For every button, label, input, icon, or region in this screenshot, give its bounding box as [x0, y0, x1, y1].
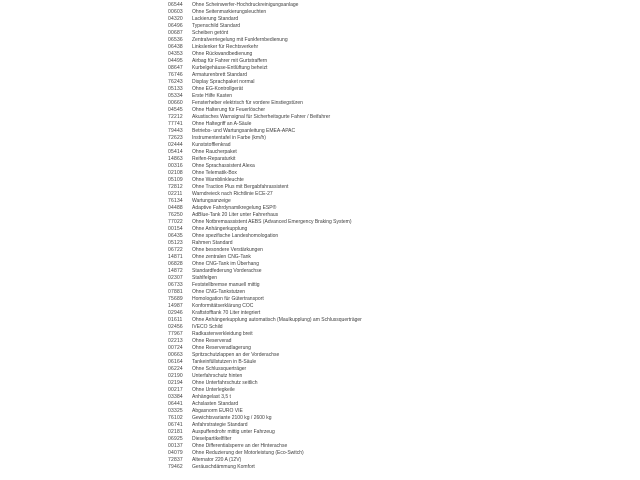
option-description: Ohne Reduzierung der Motorleistung (Eco-Switch) [192, 450, 304, 456]
option-description: Auspuffendrohr mittig unter Fahrzeug [192, 429, 275, 435]
list-item [168, 163, 362, 170]
option-code: 07881 [168, 289, 183, 295]
option-description: Geräuschdämmung Komfort [192, 464, 255, 470]
list-item [168, 72, 362, 79]
option-code: 02211 [168, 191, 183, 197]
list-item [168, 282, 362, 289]
option-description: Gewichtsvariante 2100 kg / 2600 kg [192, 415, 272, 421]
option-code: 77741 [168, 121, 183, 127]
option-code: 14871 [168, 254, 183, 260]
list-item [168, 184, 362, 191]
option-description: Ohne Reserveradlagerung [192, 345, 251, 351]
list-item [168, 261, 362, 268]
option-code: 02946 [168, 310, 183, 316]
option-description: Ohne Sprachassistent Alexa [192, 163, 255, 169]
option-code: 05109 [168, 177, 183, 183]
option-code: 00217 [168, 387, 183, 393]
list-item [168, 135, 362, 142]
option-description: Rahmen Standard [192, 240, 233, 246]
option-code: 14872 [168, 268, 183, 274]
list-item [168, 65, 362, 72]
option-description: Adaptive Fahrdynamikregelung ESP® [192, 205, 277, 211]
option-description: Linkslenker für Rechtsverkehr [192, 44, 259, 50]
option-description: Fensterheber elektrisch für vordere Einstiegstüren [192, 100, 303, 106]
option-code: 02108 [168, 170, 183, 176]
option-code: 76746 [168, 72, 183, 78]
option-code: 76243 [168, 79, 183, 85]
option-code: 03325 [168, 408, 183, 414]
option-code: 14987 [168, 303, 183, 309]
list-item [168, 443, 362, 450]
option-code: 75689 [168, 296, 183, 302]
list-item [168, 86, 362, 93]
option-description: Reifen-Reparaturkit [192, 156, 236, 162]
option-code: 14863 [168, 156, 183, 162]
list-item [168, 387, 362, 394]
option-code: 02190 [168, 373, 183, 379]
option-description: Instrumententafel in Farbe (km/h) [192, 135, 266, 141]
option-code: 06496 [168, 23, 183, 29]
option-code: 79462 [168, 464, 183, 470]
list-item [168, 114, 362, 121]
list-item [168, 415, 362, 422]
option-code: 00316 [168, 163, 183, 169]
option-description: Wartungsanzeige [192, 198, 231, 204]
option-code: 00663 [168, 352, 183, 358]
option-code: 76134 [168, 198, 183, 204]
list-item [168, 429, 362, 436]
option-code: 02194 [168, 380, 183, 386]
option-code: 02307 [168, 275, 183, 281]
list-item [168, 464, 362, 471]
option-code: 06741 [168, 422, 183, 428]
option-description: Ohne CNG-Tank im Überhang [192, 261, 259, 267]
list-item [168, 170, 362, 177]
option-description: Ohne Unterlegkeile [192, 387, 235, 393]
list-item [168, 16, 362, 23]
option-code: 06536 [168, 37, 183, 43]
option-description: Standardfederung Vorderachse [192, 268, 262, 274]
option-description: Konformitätserklärung COC [192, 303, 254, 309]
option-code: 04545 [168, 107, 183, 113]
list-item [168, 30, 362, 37]
option-description: Kraftstofftank 70 Liter integriert [192, 310, 261, 316]
option-code: 06438 [168, 44, 183, 50]
list-item [168, 345, 362, 352]
option-code: 00603 [168, 9, 183, 15]
option-description: Unterfahrschutz hinten [192, 373, 243, 379]
list-item [168, 401, 362, 408]
list-item [168, 436, 362, 443]
option-code: 06828 [168, 261, 183, 267]
list-item [168, 359, 362, 366]
option-code: 02444 [168, 142, 183, 148]
list-item [168, 51, 362, 58]
list-item [168, 373, 362, 380]
option-code: 02456 [168, 324, 183, 330]
option-description: Ohne Notbremsassistent AEBS (Advanced Emergency Braking System) [192, 219, 352, 225]
option-description: Airbag für Fahrer mit Gurtstraffern [192, 58, 268, 64]
list-item [168, 100, 362, 107]
list-item [168, 79, 362, 86]
option-code: 00724 [168, 345, 183, 351]
option-code: 00154 [168, 226, 183, 232]
option-description: AdBlue-Tank 20 Liter unter Fahrerhaus [192, 212, 279, 218]
option-description: Ohne Rückwandbedienung [192, 51, 253, 57]
option-code: 04353 [168, 51, 183, 57]
option-description: Anhängelast 3,5 t [192, 394, 231, 400]
option-description: Ohne Unterfahrschutz seitlich [192, 380, 258, 386]
option-code: 77967 [168, 331, 183, 337]
list-item [168, 9, 362, 16]
list-item [168, 338, 362, 345]
option-description: Ohne Anhängerkupplung [192, 226, 248, 232]
list-item [168, 289, 362, 296]
option-description: Ohne Anhängerkupplung automatisch (Maulkupplung) am Schlussquerträger [192, 317, 362, 323]
option-description: Homologation für Gütertransport [192, 296, 264, 302]
list-item [168, 352, 362, 359]
option-code: 06435 [168, 233, 183, 239]
option-code: 04488 [168, 205, 183, 211]
option-description: Ohne Scheinwerfer-Hochdruckreinigungsanlage [192, 2, 299, 8]
option-code: 06925 [168, 436, 183, 442]
option-code: 04495 [168, 58, 183, 64]
option-description: Display Sprachpaket normal [192, 79, 255, 85]
option-description: Betriebs- und Wartungsanleitung EMEA-APAC [192, 128, 296, 134]
option-code: 06441 [168, 401, 183, 407]
list-item [168, 240, 362, 247]
option-description: Ohne Differentialsperre an der Hinterachse [192, 443, 288, 449]
list-item [168, 107, 362, 114]
option-description: Radkastenverkleidung breit [192, 331, 253, 337]
list-item [168, 205, 362, 212]
option-description: Ohne Reserverad [192, 338, 232, 344]
option-description: Erste Hilfe Kasten [192, 93, 233, 99]
list-item [168, 226, 362, 233]
option-code: 06544 [168, 2, 183, 8]
option-code: 06224 [168, 366, 183, 372]
option-description: Scheiben getönt [192, 30, 229, 36]
option-code: 72623 [168, 135, 183, 141]
option-code: 04079 [168, 450, 183, 456]
list-item [168, 156, 362, 163]
option-code: 79443 [168, 128, 183, 134]
option-description: Ohne EG-Kontrollgerät [192, 86, 243, 92]
option-description: Stahlfelgen [192, 275, 218, 281]
list-item [168, 317, 362, 324]
option-description: Kurbelgehäuse-Entlüftung beheizt [192, 65, 268, 71]
option-code: 05133 [168, 86, 183, 92]
list-item [168, 93, 362, 100]
option-code: 72212 [168, 114, 183, 120]
list-item [168, 275, 362, 282]
list-item [168, 380, 362, 387]
option-description: Typenschild Standard [192, 23, 241, 29]
list-item [168, 233, 362, 240]
option-code: 72812 [168, 184, 183, 190]
list-item [168, 254, 362, 261]
option-code: 02213 [168, 338, 183, 344]
list-item [168, 450, 362, 457]
option-description: Ohne Raucherpaket [192, 149, 237, 155]
list-item [168, 422, 362, 429]
list-item [168, 44, 362, 51]
option-description: Ohne Halterung für Feuerlöscher [192, 107, 266, 113]
option-description: Lackierung Standard [192, 16, 239, 22]
option-description: Ohne spezifische Landeshomologation [192, 233, 279, 239]
option-description: Spritzschutzlappen an der Vorderachse [192, 352, 280, 358]
option-description: Alternator 220 A (12V) [192, 457, 242, 463]
list-item [168, 296, 362, 303]
option-code: 05123 [168, 240, 183, 246]
option-code: 00660 [168, 100, 183, 106]
list-item [168, 324, 362, 331]
list-item [168, 198, 362, 205]
option-code: 05334 [168, 93, 183, 99]
option-description: Warndreieck nach Richtlinie ECE-27 [192, 191, 273, 197]
list-item [168, 128, 362, 135]
list-item [168, 394, 362, 401]
option-description: Kunststofflenkrad [192, 142, 231, 148]
option-code: 00687 [168, 30, 183, 36]
option-code: 01611 [168, 317, 183, 323]
option-description: Ohne Warnblinkleuchte [192, 177, 244, 183]
option-description: Anfahrstrategie Standard [192, 422, 248, 428]
list-item [168, 2, 362, 9]
option-description: IVECO Schild [192, 324, 223, 330]
list-item [168, 177, 362, 184]
option-code: 76102 [168, 415, 183, 421]
option-description: Achslasten Standard [192, 401, 239, 407]
list-item [168, 303, 362, 310]
option-code: 00137 [168, 443, 183, 449]
list-item [168, 121, 362, 128]
option-code: 02181 [168, 429, 183, 435]
list-item [168, 149, 362, 156]
option-code: 03384 [168, 394, 183, 400]
option-description: Ohne CNG-Tankstutzen [192, 289, 246, 295]
list-item [168, 37, 362, 44]
list-item [168, 219, 362, 226]
option-description: Armaturenbrett Standard [192, 72, 248, 78]
option-description: Akustisches Warnsignal für Sicherheitsgurte Fahrer / Beifahrer [192, 114, 331, 120]
list-item [168, 58, 362, 65]
option-description: Ohne zentralen CNG-Tank [192, 254, 251, 260]
list-item [168, 142, 362, 149]
option-description: Abgasnorm EURO VIE [192, 408, 243, 414]
option-description: Tankeinfüllstutzen in B-Säule [192, 359, 257, 365]
list-item [168, 331, 362, 338]
option-description: Feststellbremse manuell mittig [192, 282, 260, 288]
list-item [168, 23, 362, 30]
option-description: Zentralverriegelung mit Funkfernbedienung [192, 37, 288, 43]
equipment-code-list [168, 2, 362, 471]
option-code: 05414 [168, 149, 183, 155]
option-description: Dieselpartikelfilter [192, 436, 232, 442]
list-item [168, 408, 362, 415]
option-code: 04320 [168, 16, 183, 22]
option-description: Ohne Seitenmarkierungsleuchten [192, 9, 267, 15]
list-item [168, 310, 362, 317]
option-code: 72837 [168, 457, 183, 463]
option-code: 08647 [168, 65, 183, 71]
list-item [168, 191, 362, 198]
option-description: Ohne Haltegriff an A-Säule [192, 121, 252, 127]
option-code: 76250 [168, 212, 183, 218]
list-item [168, 366, 362, 373]
option-code: 77022 [168, 219, 183, 225]
option-code: 06722 [168, 247, 183, 253]
option-code: 06164 [168, 359, 183, 365]
list-item [168, 247, 362, 254]
list-item [168, 457, 362, 464]
list-item [168, 268, 362, 275]
list-item [168, 212, 362, 219]
option-description: Ohne Traction Plus mit Bergabfahrassistent [192, 184, 289, 190]
option-code: 06733 [168, 282, 183, 288]
option-description: Ohne besondere Verstärkungen [192, 247, 263, 253]
option-description: Ohne Telematik-Box [192, 170, 237, 176]
option-description: Ohne Schlussquerträger [192, 366, 247, 372]
